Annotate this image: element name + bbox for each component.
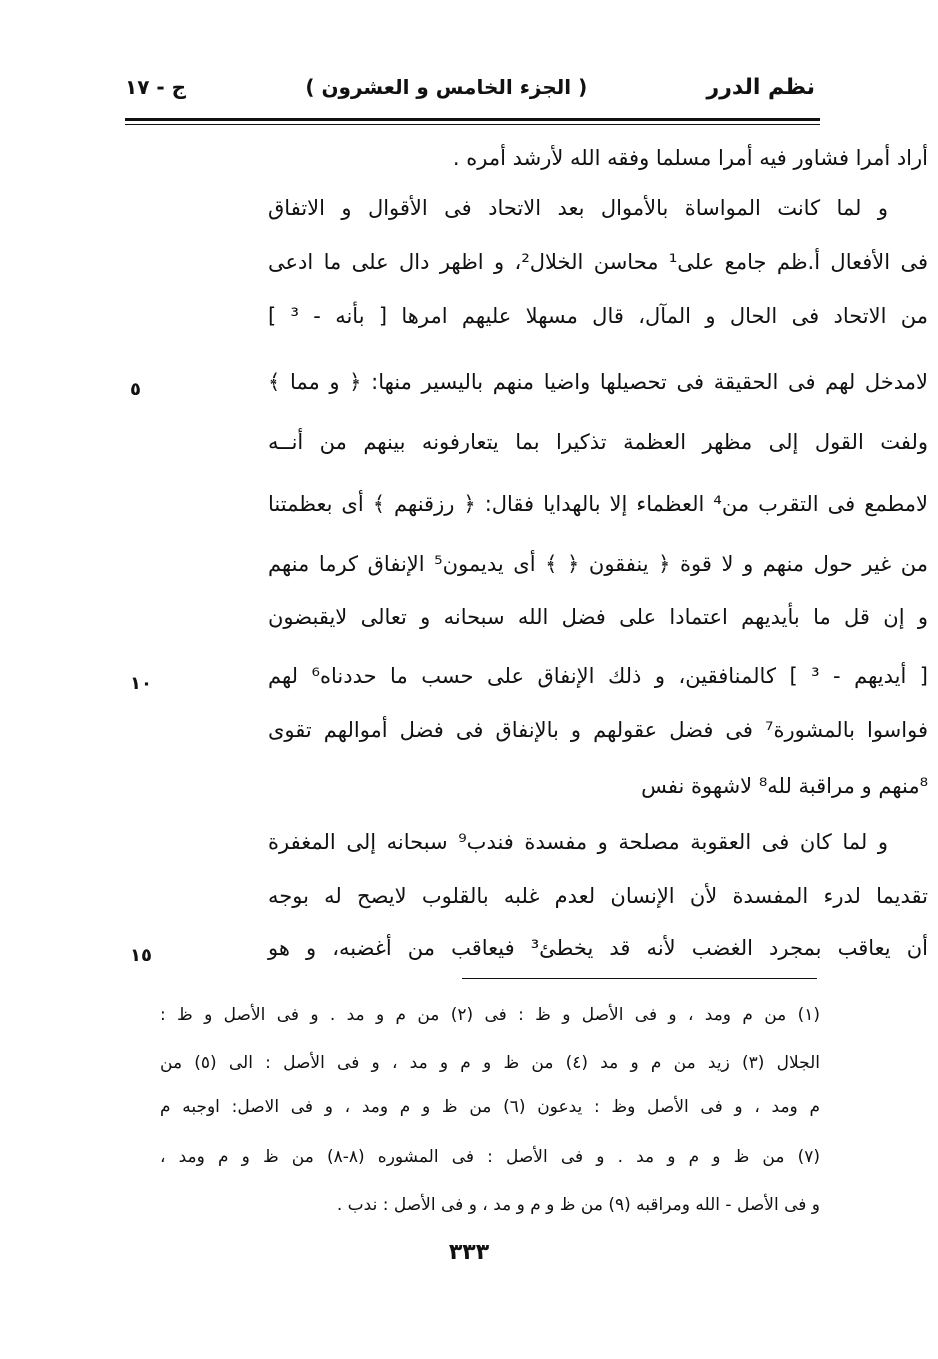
text-line: ⁸منهم و مراقبة لله⁸ لاشهوة نفس xyxy=(641,774,928,798)
book-title: نظم الدرر xyxy=(706,74,815,100)
text-line: من الاتحاد فى الحال و المآل، قال مسهلا عليهم امرها [ بأنه - ³ ] xyxy=(268,304,928,328)
running-header xyxy=(125,62,815,112)
header-rule-thick xyxy=(125,118,820,121)
footnote-line: و فى الأصل - الله ومراقبه (٩) من ظ و م و مد ، و فى الأصل : ندب . xyxy=(336,1195,820,1215)
header-rule-thin xyxy=(125,124,820,125)
line-number: ١٠ xyxy=(130,673,152,694)
text-line: ولفت القول إلى مظهر العظمة تذكيرا بما يتعارفونه بينهم من أنــه xyxy=(268,430,928,454)
text-line: فى الأفعال أ.ظم جامع على¹ محاسن الخلال²، و اظهر دال على ما ادعى xyxy=(268,250,928,274)
text-line: و إن قل ما بأيديهم اعتمادا على فضل الله سبحانه و تعالى لايقبضون xyxy=(268,605,928,629)
text-line: لامدخل لهم فى الحقيقة فى تحصيلها واضيا منهم باليسير منها: ﴿ و مما ﴾ xyxy=(268,370,928,394)
text-line: [ أيديهم - ³ ] كالمنافقين، و ذلك الإنفاق على حسب ما حددناه⁶ لهم xyxy=(268,664,929,688)
footnote-line: (٧) من ظ و م و مد . و فى الأصل : فى المشوره (٨-٨) من ظ و م ومد ، xyxy=(160,1147,820,1167)
footnote-rule xyxy=(462,978,817,979)
text-line: تقديما لدرء المفسدة لأن الإنسان لعدم غلبه بالقلوب لايصح له بوجه xyxy=(268,884,928,908)
line-number: ٥ xyxy=(130,379,141,400)
text-line: فواسوا بالمشورة⁷ فى فضل عقولهم و بالإنفاق فى فضل أموالهم تقوى xyxy=(268,718,928,742)
text-line: و لما كانت المواساة بالأموال بعد الاتحاد فى الأقوال و الاتفاق xyxy=(268,196,888,220)
text-line: أن يعاقب بمجرد الغضب لأنه قد يخطئ³ فيعاقب من أغضبه، و هو xyxy=(268,936,928,960)
footnote-line: الجلال (٣) زيد من م و مد (٤) من ظ و م و مد ، و فى الأصل : الى (٥) من xyxy=(160,1053,820,1073)
line-number: ١٥ xyxy=(130,945,152,966)
volume-label: ج - ١٧ xyxy=(125,75,187,99)
text-line: أراد أمرا فشاور فيه أمرا مسلما وفقه الله لأرشد أمره . xyxy=(452,146,928,170)
footnote-line: (١) من م ومد ، و فى الأصل و ظ : فى (٢) من م و مد . و فى الأصل و ظ : xyxy=(160,1005,820,1025)
page-number: ٣٣٣ xyxy=(448,1240,490,1265)
footnote-line: م ومد ، و فى الأصل وظ : يدعون (٦) من ظ و م ومد ، و فى الاصل: اوجبه م xyxy=(160,1097,820,1117)
text-line: من غير حول منهم و لا قوة ﴿ ينفقون ﴿ ﴾ أى يديمون⁵ الإنفاق كرما منهم xyxy=(268,552,928,576)
part-title: ( الجزء الخامس و العشرون ) xyxy=(305,75,588,99)
text-line: و لما كان فى العقوبة مصلحة و مفسدة فندب⁹ سبحانه إلى المغفرة xyxy=(268,830,888,854)
text-line: لامطمع فى التقرب من⁴ العظماء إلا بالهدايا فقال: ﴿ رزقنهم ﴾ أى بعظمتنا xyxy=(268,492,928,516)
